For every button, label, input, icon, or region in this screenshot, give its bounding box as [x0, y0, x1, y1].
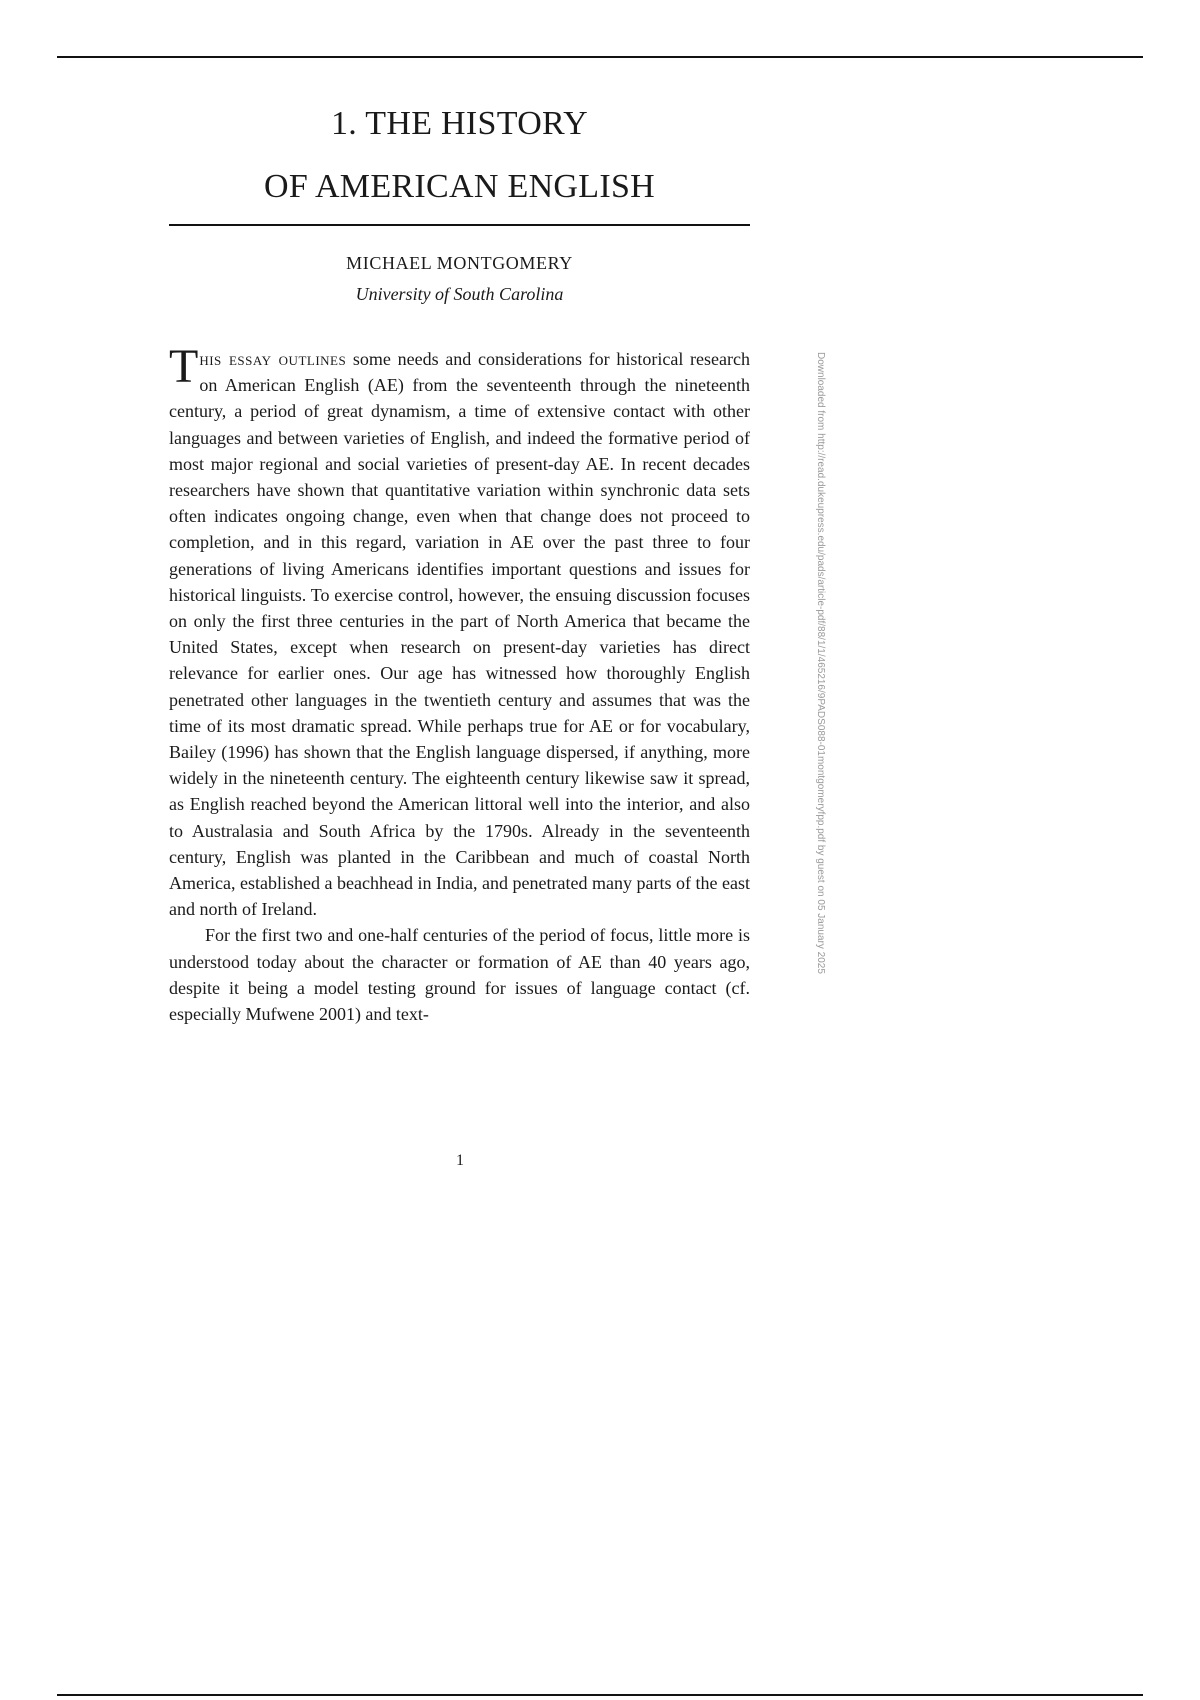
article-title	[169, 92, 750, 218]
page-number: 1	[456, 1152, 464, 1169]
paragraph-1	[169, 340, 750, 922]
title-line-1: 1. THE HISTORY	[330, 105, 589, 142]
small-caps-lead: his essay outlines	[199, 349, 347, 369]
title-line-2: OF AMERICAN ENGLISH	[263, 168, 656, 205]
author-affiliation: University of South Carolina	[355, 284, 564, 304]
bottom-rule	[57, 1694, 1143, 1696]
download-watermark: Downloaded from http://read.dukeupress.edu/pads/article-pdf/88/1/1/465216/9PADS088-01montgomeryfpp.pdf by guest on 05 January 2025	[815, 352, 826, 974]
top-rule	[57, 56, 1143, 58]
paragraph-2: For the first two and one-half centuries of the period of focus, little more is understood today about the character or formation of AE than 40 years ago, despite it being a model testing ground for issues of language contact (cf. especially Mufwene 2001) and text-	[169, 925, 750, 1025]
author-name: MICHAEL MONTGOMERY	[346, 253, 573, 273]
drop-cap: T	[169, 340, 199, 393]
article	[169, 92, 750, 1027]
paragraph-1-text: some needs and considerations for historical research on American English (AE) from the seventeenth through the nineteenth century, a period of great dynamism, a time of extensive contact with other languages and between varieties of English, and indeed the formative period of most major regional and social varieties of present-day AE. In recent decades researchers have shown that quantitative variation within synchronic data sets often indicates ongoing change, even when that change does not proceed to completion, and in this regard, variation in AE over the past three to four generations of living Americans identifies important questions and issues for historical linguists. To exercise control, however, the ensuing discussion focuses on only the first three centuries in the part of North America that became the United States, except when research on present-day varieties has direct relevance for earlier ones. Our age has witnessed how thoroughly English penetrated other languages in the twentieth century and assumes that was the time of its most dramatic spread. While perhaps true for AE or for vocabulary, Bailey (1996) has shown that the English language dispersed, if anything, more widely in the nineteenth century. The eighteenth century likewise saw it spread, as English reached beyond the American littoral well into the interior, and also to Australasia and South Africa by the 1790s. Already in the seventeenth century, English was planted in the Caribbean and much of coastal North America, established a beachhead in India, and penetrated many parts of the east and north of Ireland.	[169, 349, 750, 920]
title-rule	[169, 224, 750, 226]
body-text	[169, 340, 750, 1027]
